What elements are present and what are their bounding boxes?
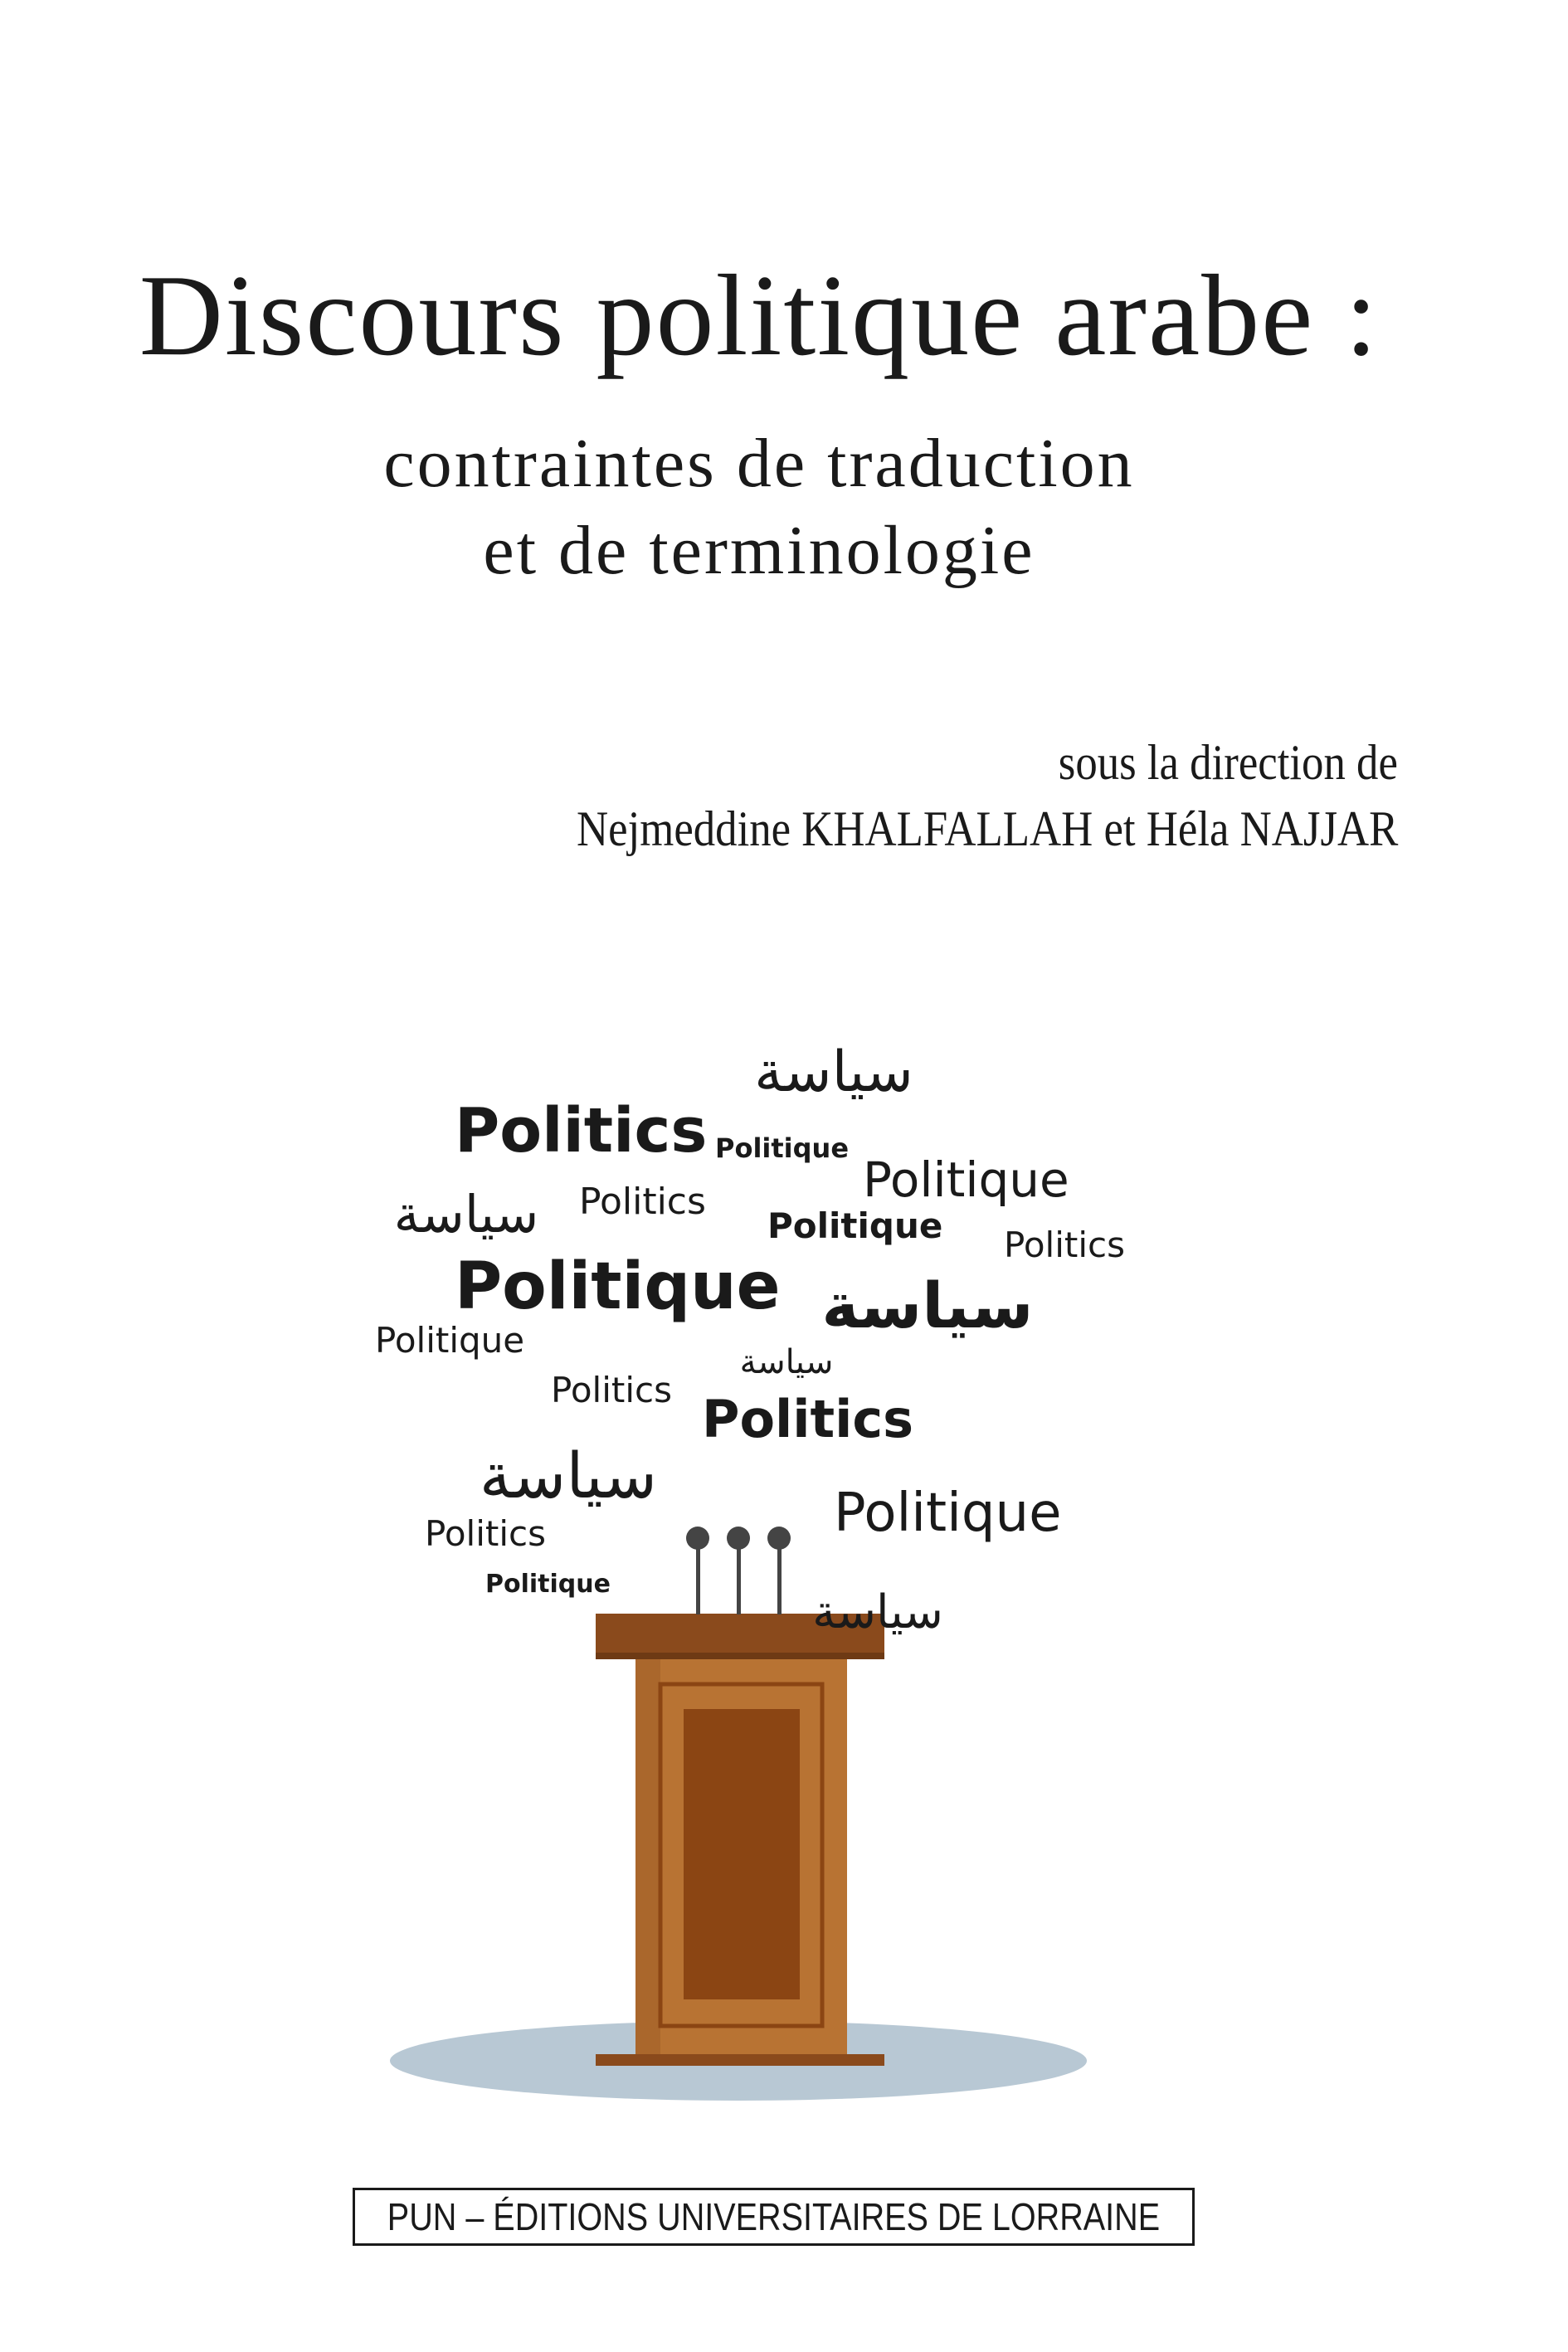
podium-body-shade: [635, 1655, 660, 2055]
microphones: [686, 1527, 791, 1614]
word-cloud-word: Politics: [425, 1513, 546, 1554]
editors-intro: sous la direction de: [1058, 735, 1398, 790]
podium-word-cloud-illustration: [0, 979, 1568, 2140]
word-cloud-word: Politique: [834, 1483, 1062, 1544]
word-cloud-word: Politique: [455, 1249, 781, 1324]
word-cloud-word: Politique: [715, 1132, 850, 1164]
word-cloud-word: سياسة: [821, 1269, 1034, 1342]
word-cloud-word: سياسة: [754, 1040, 913, 1105]
word-cloud-word: Politique: [863, 1152, 1069, 1208]
word-cloud-word: Politics: [455, 1095, 708, 1166]
word-cloud-word: سياسة: [739, 1343, 834, 1381]
word-cloud-word: سياسة: [812, 1585, 943, 1639]
podium-top-edge: [596, 1653, 884, 1659]
publisher-name: PUN – ÉDITIONS UNIVERSITAIRES DE LORRAINE: [387, 2195, 1161, 2238]
publisher-box: [353, 2188, 1195, 2246]
podium-base: [596, 2054, 884, 2066]
book-title: Discours politique arabe :: [139, 251, 1380, 380]
word-cloud-word: Politique: [767, 1205, 943, 1246]
word-cloud-word: Politics: [579, 1181, 706, 1223]
word-cloud-word: سياسة: [479, 1439, 658, 1512]
book-subtitle-line-1: contraintes de traduction: [383, 425, 1135, 502]
podium-panel: [684, 1709, 800, 1999]
word-cloud-word: Politics: [702, 1389, 914, 1449]
word-cloud-word: Politics: [1004, 1225, 1125, 1265]
word-cloud-word: Politics: [551, 1370, 672, 1410]
editors-names: Nejmeddine KHALFALLAH et Héla NAJJAR: [576, 801, 1398, 856]
word-cloud: [375, 1040, 1125, 1639]
word-cloud-word: Politique: [485, 1570, 611, 1599]
word-cloud-word: سياسة: [393, 1184, 539, 1244]
book-subtitle-line-2: et de terminologie: [483, 512, 1035, 589]
word-cloud-word: Politique: [375, 1320, 525, 1361]
